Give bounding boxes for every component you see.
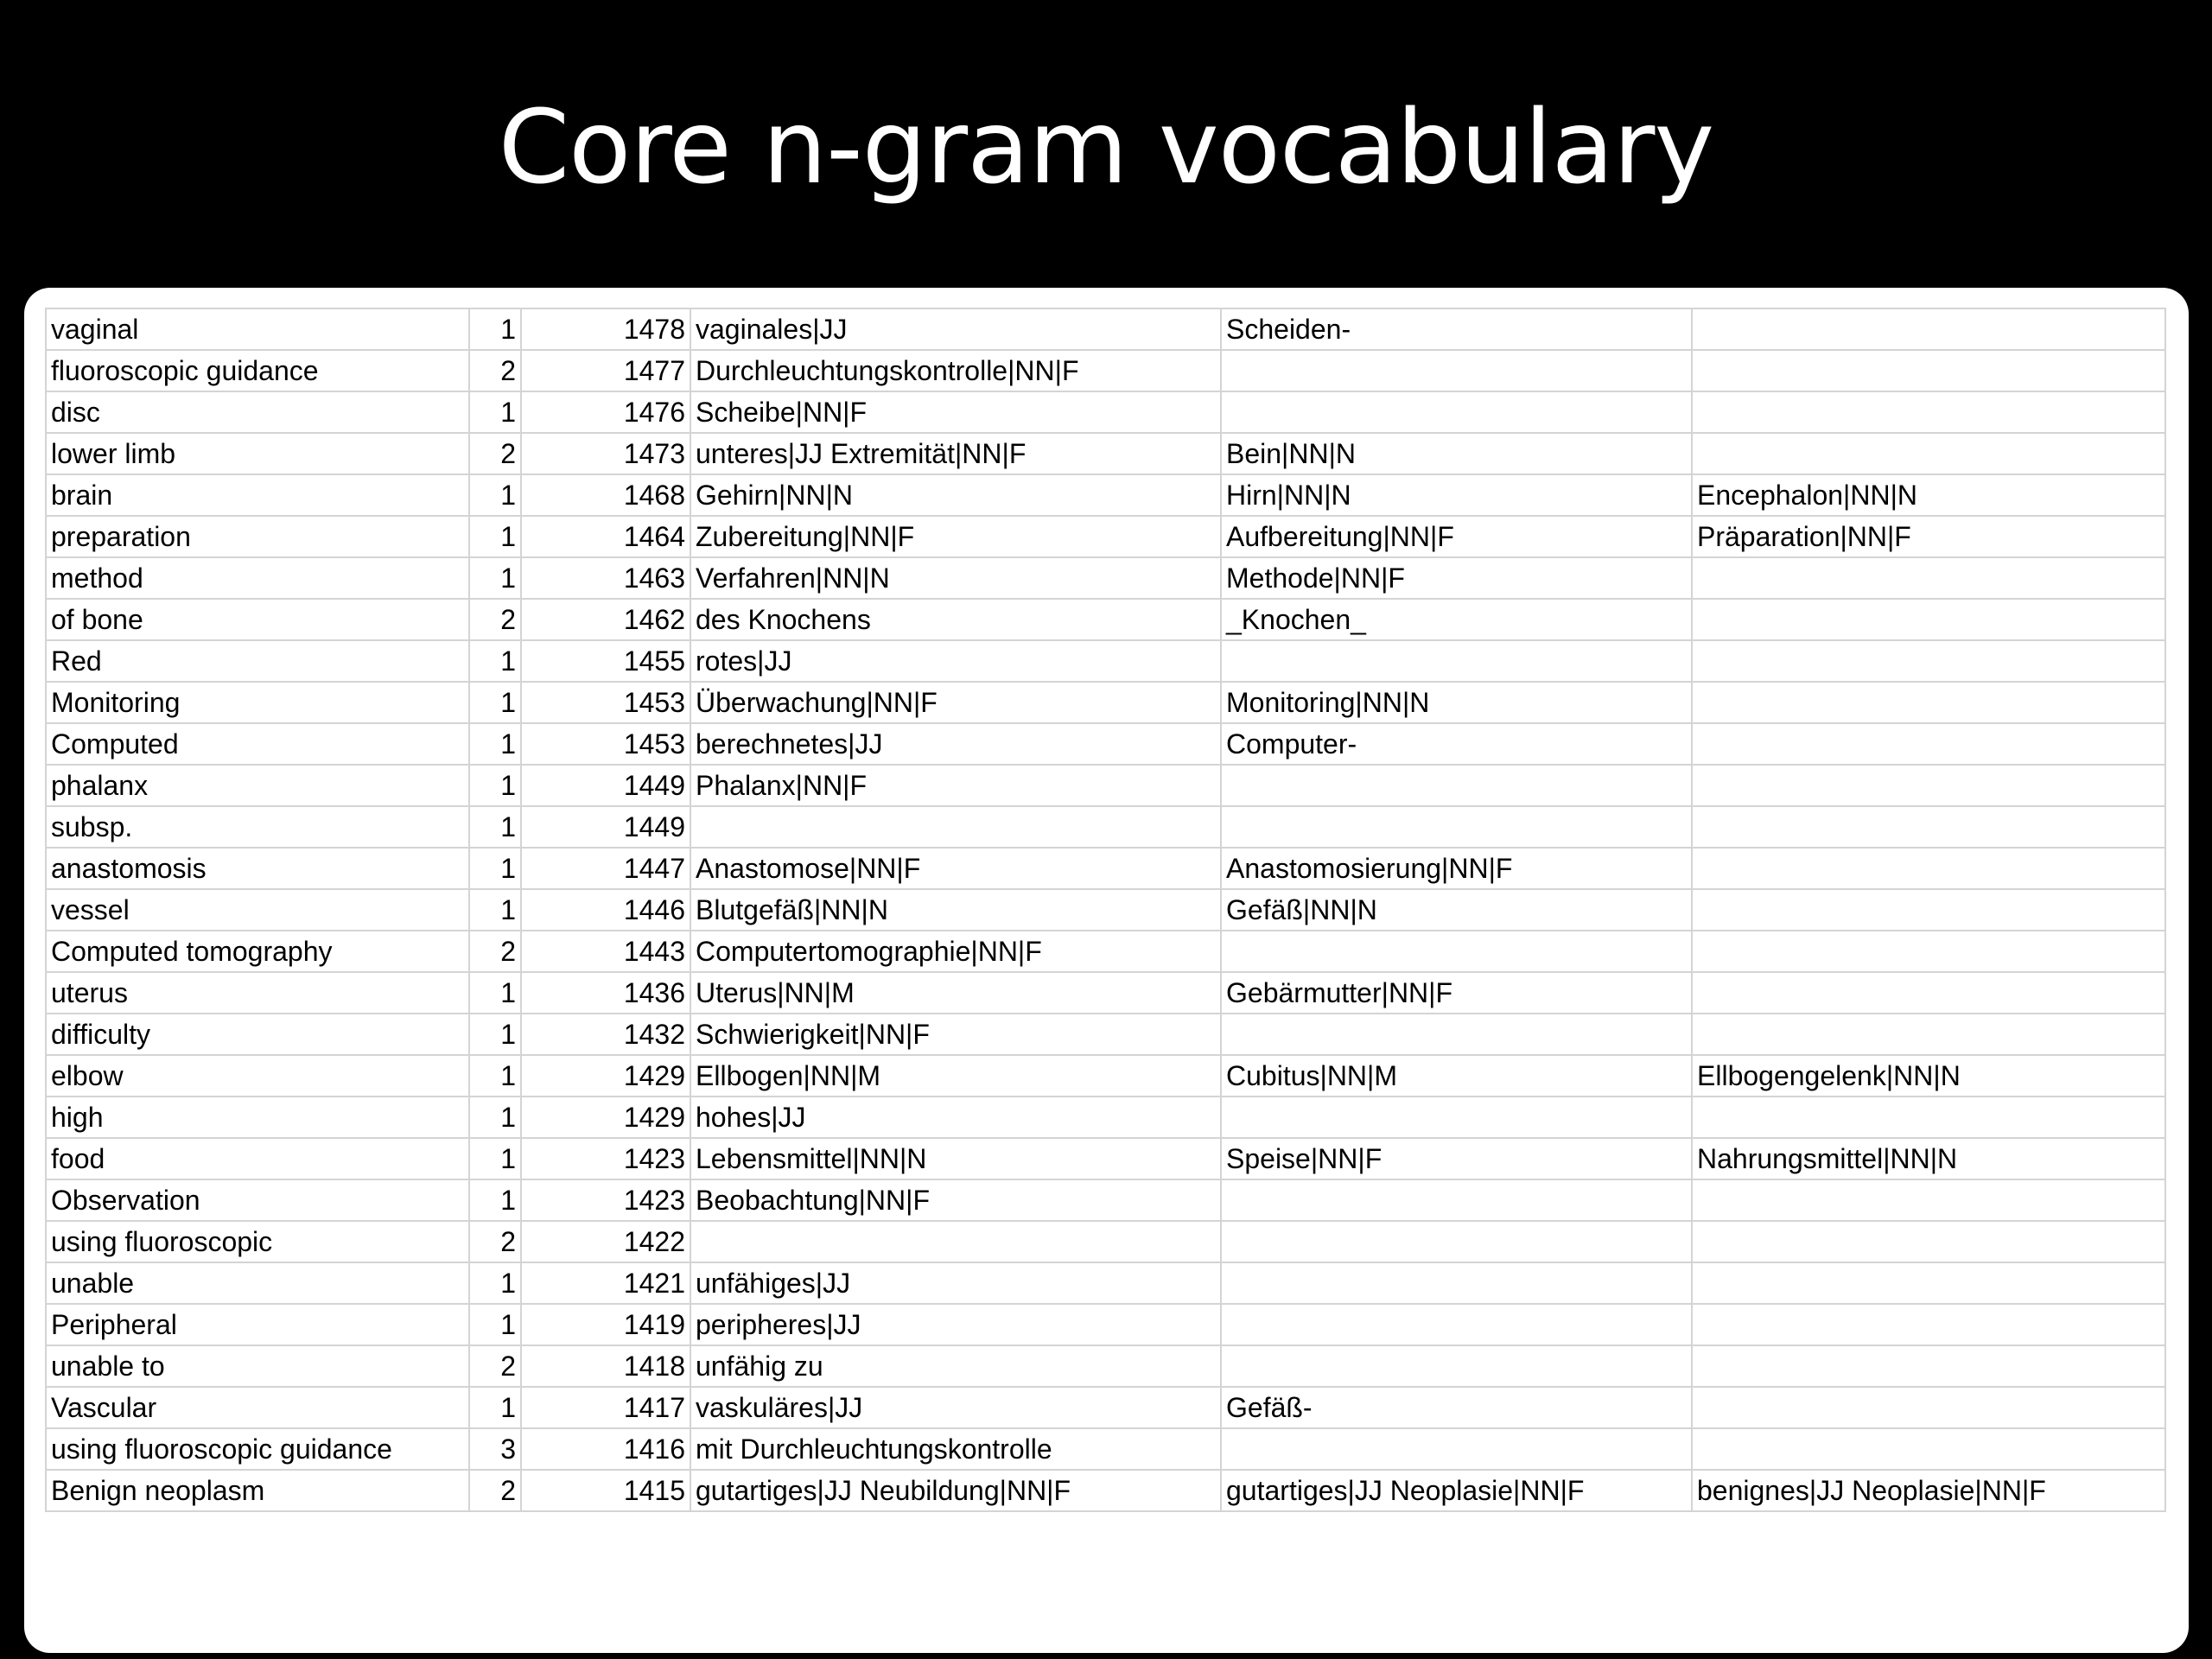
translation-2-cell: Cubitus|NN|M [1221, 1055, 1692, 1096]
translation-1-cell: hohes|JJ [690, 1096, 1221, 1138]
translation-3-cell [1692, 682, 2165, 723]
translation-2-cell: Methode|NN|F [1221, 557, 1692, 599]
ngram-length-cell: 2 [469, 599, 521, 640]
translation-3-cell [1692, 972, 2165, 1014]
translation-2-cell [1221, 1428, 1692, 1470]
translation-2-cell: Anastomosierung|NN|F [1221, 848, 1692, 889]
translation-1-cell: Computertomographie|NN|F [690, 931, 1221, 972]
table-row [46, 308, 2165, 350]
translation-2-cell: Gefäß- [1221, 1387, 1692, 1428]
frequency-cell: 1449 [521, 806, 690, 848]
english-term-cell: vessel [46, 889, 469, 931]
translation-1-cell: Uterus|NN|M [690, 972, 1221, 1014]
english-term-cell: of bone [46, 599, 469, 640]
english-term-cell: elbow [46, 1055, 469, 1096]
table-row [46, 599, 2165, 640]
english-term-cell: lower limb [46, 433, 469, 474]
translation-1-cell: Verfahren|NN|N [690, 557, 1221, 599]
translation-1-cell: rotes|JJ [690, 640, 1221, 682]
ngram-length-cell: 2 [469, 1221, 521, 1262]
table-row [46, 765, 2165, 806]
english-term-cell: food [46, 1138, 469, 1179]
translation-2-cell [1221, 1014, 1692, 1055]
frequency-cell: 1453 [521, 723, 690, 765]
slide-title: Core n-gram vocabulary [498, 87, 1714, 207]
translation-2-cell: Gebärmutter|NN|F [1221, 972, 1692, 1014]
ngram-length-cell: 1 [469, 765, 521, 806]
table-row [46, 1138, 2165, 1179]
table-row [46, 1428, 2165, 1470]
translation-1-cell [690, 1221, 1221, 1262]
ngram-length-cell: 1 [469, 640, 521, 682]
translation-1-cell: Überwachung|NN|F [690, 682, 1221, 723]
frequency-cell: 1462 [521, 599, 690, 640]
ngram-length-cell: 1 [469, 1055, 521, 1096]
translation-2-cell: Gefäß|NN|N [1221, 889, 1692, 931]
translation-3-cell [1692, 391, 2165, 433]
english-term-cell: Red [46, 640, 469, 682]
table-row [46, 1014, 2165, 1055]
translation-2-cell: Scheiden- [1221, 308, 1692, 350]
translation-2-cell [1221, 806, 1692, 848]
frequency-cell: 1463 [521, 557, 690, 599]
table-row [46, 1221, 2165, 1262]
translation-1-cell: berechnetes|JJ [690, 723, 1221, 765]
table-row [46, 640, 2165, 682]
ngram-length-cell: 1 [469, 723, 521, 765]
english-term-cell: using fluoroscopic [46, 1221, 469, 1262]
frequency-cell: 1436 [521, 972, 690, 1014]
frequency-cell: 1478 [521, 308, 690, 350]
english-term-cell: Monitoring [46, 682, 469, 723]
translation-1-cell: unfähig zu [690, 1345, 1221, 1387]
translation-1-cell: des Knochens [690, 599, 1221, 640]
english-term-cell: unable [46, 1262, 469, 1304]
translation-3-cell [1692, 889, 2165, 931]
translation-2-cell: Computer- [1221, 723, 1692, 765]
frequency-cell: 1455 [521, 640, 690, 682]
translation-2-cell: _Knochen_ [1221, 599, 1692, 640]
english-term-cell: uterus [46, 972, 469, 1014]
translation-2-cell [1221, 350, 1692, 391]
table-row [46, 1387, 2165, 1428]
translation-3-cell [1692, 1428, 2165, 1470]
translation-1-cell: Phalanx|NN|F [690, 765, 1221, 806]
english-term-cell: difficulty [46, 1014, 469, 1055]
frequency-cell: 1453 [521, 682, 690, 723]
ngram-length-cell: 1 [469, 806, 521, 848]
ngram-length-cell: 2 [469, 1470, 521, 1511]
translation-1-cell: vaginales|JJ [690, 308, 1221, 350]
table-row [46, 806, 2165, 848]
table-row [46, 1262, 2165, 1304]
translation-1-cell: Blutgefäß|NN|N [690, 889, 1221, 931]
translation-2-cell: Hirn|NN|N [1221, 474, 1692, 516]
translation-2-cell: Aufbereitung|NN|F [1221, 516, 1692, 557]
translation-1-cell: unteres|JJ Extremität|NN|F [690, 433, 1221, 474]
translation-1-cell: Gehirn|NN|N [690, 474, 1221, 516]
frequency-cell: 1449 [521, 765, 690, 806]
frequency-cell: 1432 [521, 1014, 690, 1055]
english-term-cell: anastomosis [46, 848, 469, 889]
translation-3-cell [1692, 765, 2165, 806]
vocabulary-table-body [46, 308, 2165, 1511]
translation-3-cell [1692, 1345, 2165, 1387]
translation-1-cell: gutartiges|JJ Neubildung|NN|F [690, 1470, 1221, 1511]
translation-2-cell [1221, 1345, 1692, 1387]
table-row [46, 1179, 2165, 1221]
ngram-length-cell: 1 [469, 474, 521, 516]
translation-3-cell: Ellbogengelenk|NN|N [1692, 1055, 2165, 1096]
english-term-cell: Computed [46, 723, 469, 765]
translation-2-cell [1221, 1096, 1692, 1138]
translation-2-cell [1221, 765, 1692, 806]
translation-3-cell [1692, 433, 2165, 474]
english-term-cell: vaginal [46, 308, 469, 350]
translation-3-cell [1692, 308, 2165, 350]
translation-1-cell: Scheibe|NN|F [690, 391, 1221, 433]
translation-3-cell: Nahrungsmittel|NN|N [1692, 1138, 2165, 1179]
frequency-cell: 1418 [521, 1345, 690, 1387]
english-term-cell: phalanx [46, 765, 469, 806]
frequency-cell: 1423 [521, 1179, 690, 1221]
translation-3-cell: Encephalon|NN|N [1692, 474, 2165, 516]
translation-3-cell [1692, 1304, 2165, 1345]
table-row [46, 516, 2165, 557]
english-term-cell: preparation [46, 516, 469, 557]
translation-3-cell [1692, 931, 2165, 972]
translation-3-cell [1692, 1179, 2165, 1221]
english-term-cell: Benign neoplasm [46, 1470, 469, 1511]
english-term-cell: Peripheral [46, 1304, 469, 1345]
english-term-cell: Vascular [46, 1387, 469, 1428]
translation-3-cell [1692, 848, 2165, 889]
ngram-length-cell: 1 [469, 1014, 521, 1055]
table-row [46, 972, 2165, 1014]
ngram-length-cell: 2 [469, 433, 521, 474]
translation-3-cell [1692, 1096, 2165, 1138]
ngram-length-cell: 2 [469, 931, 521, 972]
frequency-cell: 1429 [521, 1096, 690, 1138]
table-row [46, 391, 2165, 433]
translation-3-cell [1692, 557, 2165, 599]
translation-1-cell: Schwierigkeit|NN|F [690, 1014, 1221, 1055]
table-row [46, 848, 2165, 889]
ngram-length-cell: 2 [469, 350, 521, 391]
ngram-length-cell: 2 [469, 1345, 521, 1387]
table-row [46, 1345, 2165, 1387]
table-row [46, 474, 2165, 516]
translation-1-cell: Durchleuchtungskontrolle|NN|F [690, 350, 1221, 391]
frequency-cell: 1419 [521, 1304, 690, 1345]
translation-3-cell [1692, 1014, 2165, 1055]
translation-1-cell: Zubereitung|NN|F [690, 516, 1221, 557]
frequency-cell: 1421 [521, 1262, 690, 1304]
frequency-cell: 1417 [521, 1387, 690, 1428]
translation-2-cell [1221, 1304, 1692, 1345]
english-term-cell: Computed tomography [46, 931, 469, 972]
frequency-cell: 1415 [521, 1470, 690, 1511]
translation-3-cell [1692, 640, 2165, 682]
frequency-cell: 1447 [521, 848, 690, 889]
ngram-length-cell: 1 [469, 682, 521, 723]
frequency-cell: 1446 [521, 889, 690, 931]
table-row [46, 433, 2165, 474]
table-row [46, 723, 2165, 765]
translation-3-cell: benignes|JJ Neoplasie|NN|F [1692, 1470, 2165, 1511]
translation-2-cell [1221, 1179, 1692, 1221]
ngram-length-cell: 1 [469, 1262, 521, 1304]
ngram-length-cell: 1 [469, 516, 521, 557]
ngram-length-cell: 1 [469, 1179, 521, 1221]
translation-2-cell: gutartiges|JJ Neoplasie|NN|F [1221, 1470, 1692, 1511]
vocabulary-table [45, 308, 2166, 1512]
ngram-length-cell: 1 [469, 972, 521, 1014]
frequency-cell: 1416 [521, 1428, 690, 1470]
translation-2-cell [1221, 1262, 1692, 1304]
english-term-cell: brain [46, 474, 469, 516]
ngram-length-cell: 1 [469, 308, 521, 350]
table-row [46, 1304, 2165, 1345]
ngram-length-cell: 1 [469, 1304, 521, 1345]
english-term-cell: using fluoroscopic guidance [46, 1428, 469, 1470]
translation-3-cell [1692, 1387, 2165, 1428]
ngram-length-cell: 1 [469, 848, 521, 889]
translation-3-cell: Präparation|NN|F [1692, 516, 2165, 557]
table-row [46, 1470, 2165, 1511]
frequency-cell: 1429 [521, 1055, 690, 1096]
ngram-length-cell: 1 [469, 557, 521, 599]
ngram-length-cell: 1 [469, 889, 521, 931]
table-row [46, 889, 2165, 931]
translation-1-cell: Ellbogen|NN|M [690, 1055, 1221, 1096]
ngram-length-cell: 3 [469, 1428, 521, 1470]
translation-2-cell: Monitoring|NN|N [1221, 682, 1692, 723]
english-term-cell: subsp. [46, 806, 469, 848]
translation-3-cell [1692, 1262, 2165, 1304]
english-term-cell: disc [46, 391, 469, 433]
translation-3-cell [1692, 723, 2165, 765]
english-term-cell: unable to [46, 1345, 469, 1387]
table-row [46, 1096, 2165, 1138]
translation-1-cell: peripheres|JJ [690, 1304, 1221, 1345]
translation-2-cell [1221, 931, 1692, 972]
table-row [46, 557, 2165, 599]
translation-1-cell: unfähiges|JJ [690, 1262, 1221, 1304]
table-row [46, 682, 2165, 723]
translation-2-cell [1221, 391, 1692, 433]
frequency-cell: 1468 [521, 474, 690, 516]
translation-2-cell [1221, 1221, 1692, 1262]
frequency-cell: 1443 [521, 931, 690, 972]
english-term-cell: fluoroscopic guidance [46, 350, 469, 391]
translation-2-cell: Speise|NN|F [1221, 1138, 1692, 1179]
english-term-cell: Observation [46, 1179, 469, 1221]
frequency-cell: 1464 [521, 516, 690, 557]
content-panel [24, 288, 2189, 1653]
translation-3-cell [1692, 806, 2165, 848]
translation-1-cell: Anastomose|NN|F [690, 848, 1221, 889]
table-row [46, 350, 2165, 391]
frequency-cell: 1473 [521, 433, 690, 474]
frequency-cell: 1422 [521, 1221, 690, 1262]
translation-3-cell [1692, 350, 2165, 391]
frequency-cell: 1476 [521, 391, 690, 433]
translation-1-cell: Lebensmittel|NN|N [690, 1138, 1221, 1179]
translation-2-cell [1221, 640, 1692, 682]
english-term-cell: high [46, 1096, 469, 1138]
translation-1-cell: Beobachtung|NN|F [690, 1179, 1221, 1221]
table-row [46, 931, 2165, 972]
translation-2-cell: Bein|NN|N [1221, 433, 1692, 474]
frequency-cell: 1477 [521, 350, 690, 391]
ngram-length-cell: 1 [469, 1096, 521, 1138]
ngram-length-cell: 1 [469, 1387, 521, 1428]
english-term-cell: method [46, 557, 469, 599]
frequency-cell: 1423 [521, 1138, 690, 1179]
translation-1-cell: mit Durchleuchtungskontrolle [690, 1428, 1221, 1470]
translation-1-cell: vaskuläres|JJ [690, 1387, 1221, 1428]
table-row [46, 1055, 2165, 1096]
ngram-length-cell: 1 [469, 391, 521, 433]
translation-3-cell [1692, 1221, 2165, 1262]
translation-3-cell [1692, 599, 2165, 640]
ngram-length-cell: 1 [469, 1138, 521, 1179]
translation-1-cell [690, 806, 1221, 848]
